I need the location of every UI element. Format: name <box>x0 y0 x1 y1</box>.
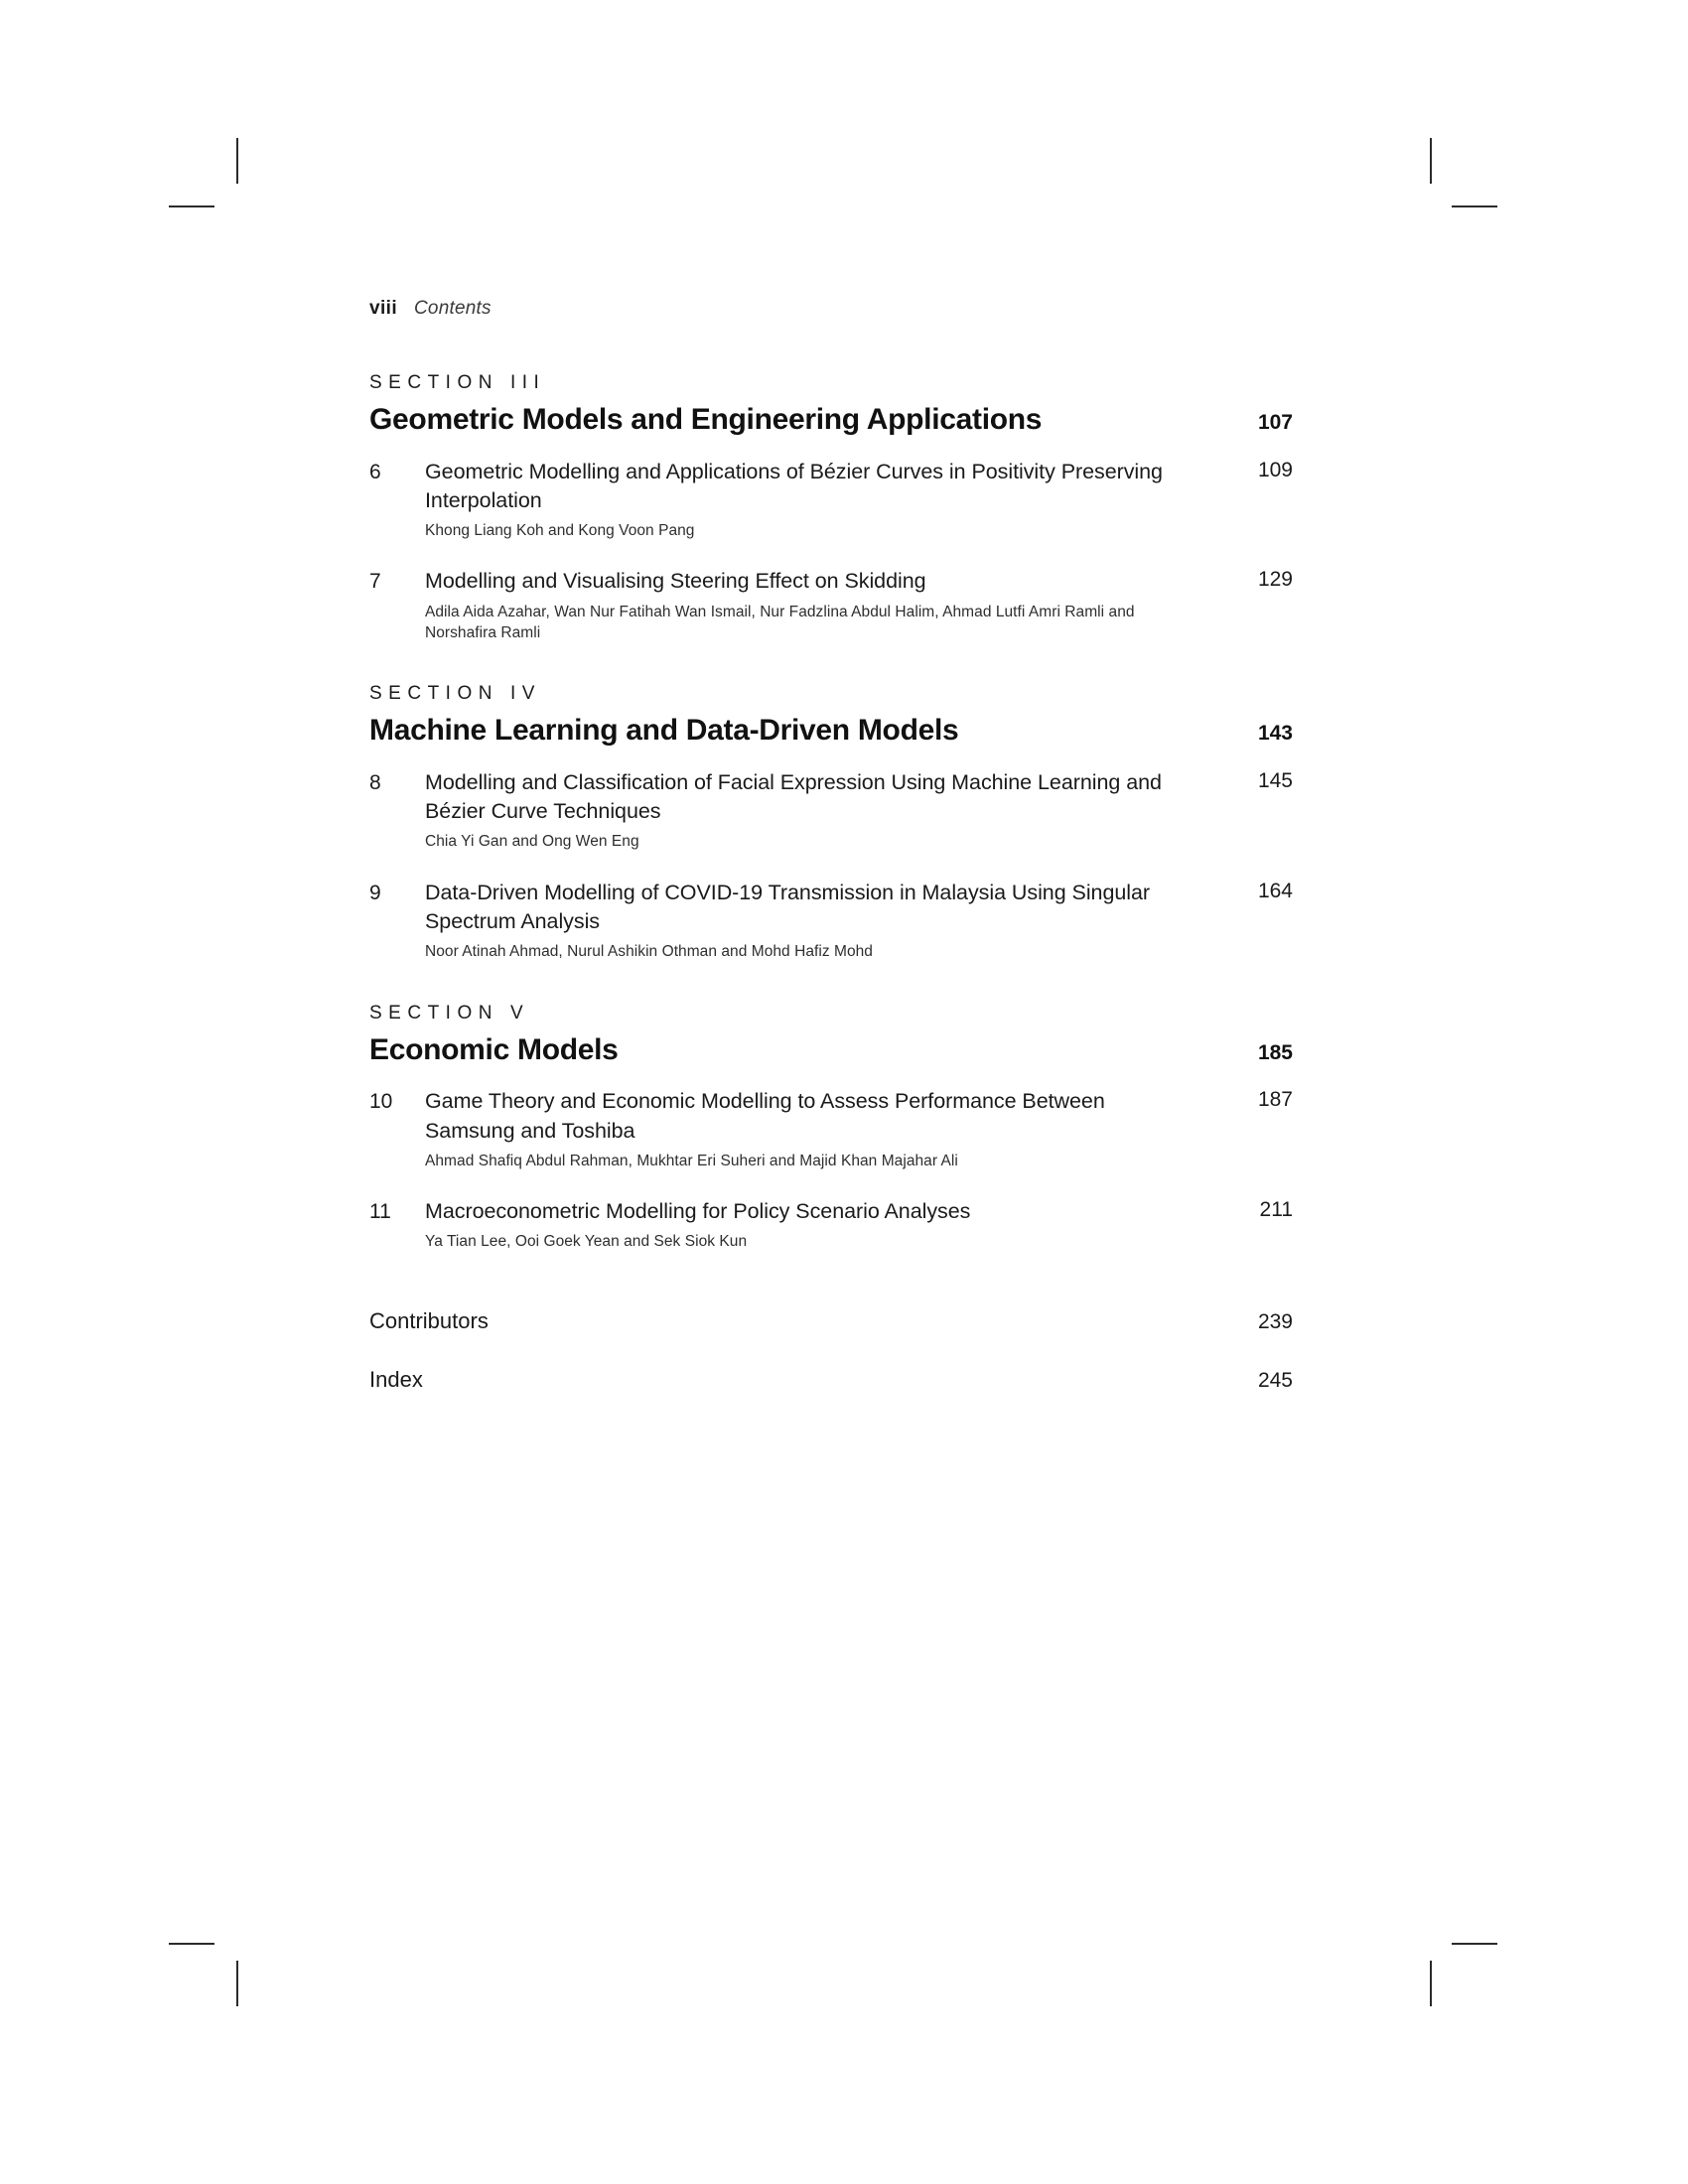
chapter-number: 10 <box>369 1090 393 1114</box>
running-head-title: Contents <box>414 298 492 319</box>
chapter-title[interactable]: Modelling and Visualising Steering Effect on Skidding <box>425 569 926 594</box>
crop-mark-bottom-right-vertical <box>1430 1961 1432 2006</box>
chapter-entry[interactable] <box>369 879 1293 963</box>
chapter-authors: Khong Liang Koh and Kong Voon Pang <box>425 522 695 540</box>
section-title-row-v <box>369 1033 1293 1067</box>
page-folio: viii <box>369 298 398 319</box>
crop-mark-top-left-vertical <box>236 138 238 184</box>
section-page-iii[interactable]: 107 <box>1257 411 1293 434</box>
crop-mark-bottom-right-horizontal <box>1452 1943 1497 1945</box>
backmatter-page[interactable]: 245 <box>1257 1368 1293 1392</box>
section-title-iv[interactable]: Machine Learning and Data-Driven Models <box>369 714 959 748</box>
chapter-number: 11 <box>369 1200 391 1224</box>
section-kicker-number-iv: IV <box>509 683 541 705</box>
chapter-page[interactable]: 164 <box>1257 879 1293 902</box>
section-block-iii <box>369 372 1293 643</box>
section-kicker-label-iv: SECTION <box>369 683 498 705</box>
section-kicker-iii <box>369 372 1293 394</box>
chapter-number: 9 <box>369 881 381 904</box>
chapter-title[interactable]: Geometric Modelling and Applications of Bézier Curves in Positivity Preserving Interpolation <box>425 459 1163 512</box>
section-title-iii[interactable]: Geometric Models and Engineering Applications <box>369 403 1043 436</box>
backmatter-list <box>369 1308 1293 1393</box>
chapter-authors: Adila Aida Azahar, Wan Nur Fatihah Wan Ismail, Nur Fadzlina Abdul Halim, Ahmad Lutfi Amri Ramli and Norshafira Ramli <box>425 603 1135 642</box>
crop-mark-bottom-left-horizontal <box>169 1943 214 1945</box>
section-page-iv[interactable]: 143 <box>1257 722 1293 746</box>
section-kicker-number-v: V <box>509 1002 530 1024</box>
crop-mark-top-left-horizontal <box>169 205 214 207</box>
chapter-number: 8 <box>369 771 381 795</box>
chapter-page[interactable]: 211 <box>1259 1198 1293 1222</box>
chapter-body <box>425 768 1223 853</box>
chapter-body <box>425 458 1223 542</box>
crop-mark-top-right-horizontal <box>1452 205 1497 207</box>
backmatter-page[interactable]: 239 <box>1257 1309 1293 1333</box>
section-kicker-iv <box>369 683 1293 705</box>
section-block-iv <box>369 683 1293 962</box>
chapter-entry[interactable] <box>369 458 1293 542</box>
section-spacer <box>369 967 1293 1003</box>
section-kicker-v <box>369 1003 1293 1024</box>
contents-page <box>369 298 1293 1426</box>
chapter-body <box>425 1087 1223 1171</box>
section-title-v[interactable]: Economic Models <box>369 1032 619 1066</box>
chapter-entry[interactable] <box>369 768 1293 853</box>
chapter-entry[interactable] <box>369 567 1293 643</box>
backmatter-entry-index[interactable] <box>369 1367 1293 1393</box>
chapter-title[interactable]: Data-Driven Modelling of COVID-19 Transmission in Malaysia Using Singular Spectrum Analysis <box>425 880 1151 934</box>
backmatter-entry-contributors[interactable] <box>369 1308 1293 1334</box>
crop-mark-top-right-vertical <box>1430 138 1432 184</box>
section-title-row-iii <box>369 403 1293 437</box>
backmatter-label[interactable]: Index <box>369 1366 423 1392</box>
section-page-v[interactable]: 185 <box>1257 1040 1293 1064</box>
chapter-number: 7 <box>369 570 381 594</box>
chapter-page[interactable]: 129 <box>1257 568 1293 592</box>
section-block-v <box>369 1003 1293 1253</box>
chapter-page[interactable]: 145 <box>1257 769 1293 793</box>
chapter-authors: Chia Yi Gan and Ong Wen Eng <box>425 833 639 851</box>
chapter-authors: Ya Tian Lee, Ooi Goek Yean and Sek Siok Kun <box>425 1233 748 1251</box>
chapter-body <box>425 567 1223 643</box>
chapter-authors: Noor Atinah Ahmad, Nurul Ashikin Othman and Mohd Hafiz Mohd <box>425 943 873 961</box>
chapter-title[interactable]: Game Theory and Economic Modelling to Assess Performance Between Samsung and Toshiba <box>425 1089 1105 1143</box>
chapter-body <box>425 1197 1223 1253</box>
running-head <box>369 298 1293 320</box>
chapter-authors: Ahmad Shafiq Abdul Rahman, Mukhtar Eri Suheri and Majid Khan Majahar Ali <box>425 1152 958 1169</box>
chapter-page[interactable]: 109 <box>1257 458 1293 481</box>
section-kicker-label-v: SECTION <box>369 1002 498 1024</box>
backmatter-label[interactable]: Contributors <box>369 1307 489 1333</box>
crop-mark-bottom-left-vertical <box>236 1961 238 2006</box>
section-kicker-number-iii: III <box>509 372 546 393</box>
chapter-entry[interactable] <box>369 1197 1293 1253</box>
chapter-number: 6 <box>369 460 381 483</box>
section-title-row-iv <box>369 714 1293 748</box>
chapter-title[interactable]: Modelling and Classification of Facial Expression Using Machine Learning and Bézier Curve Techniques <box>425 770 1162 824</box>
chapter-title[interactable]: Macroeconometric Modelling for Policy Scenario Analyses <box>425 1199 971 1224</box>
section-kicker-label-iii: SECTION <box>369 372 498 393</box>
section-spacer <box>369 647 1293 683</box>
chapter-entry[interactable] <box>369 1087 1293 1171</box>
chapter-body <box>425 879 1223 963</box>
chapter-page[interactable]: 187 <box>1257 1088 1293 1112</box>
